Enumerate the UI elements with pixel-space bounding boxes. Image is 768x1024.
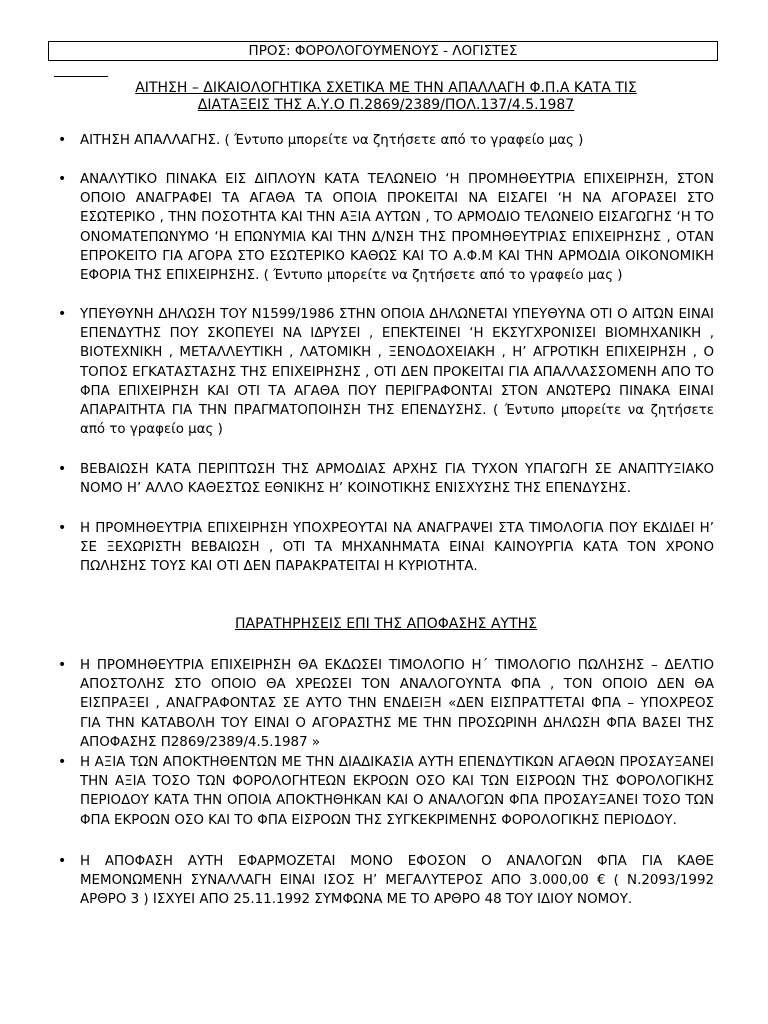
list-item-analytic-table: ΑΝΑΛΥΤΙΚΟ ΠΙΝΑΚΑ ΕΙΣ ΔΙΠΛΟΥΝ ΚΑΤΑ ΤΕΛΩΝΕΙΟ ‘Η ΠΡΟΜΗΘΕΥΤΡΙΑ ΕΠΙΧΕΙΡΗΣΗ, ΣΤΟΝ ΟΠΟΙΟ ΑΝΑΓΡΑΦΕΙ ΤΑ ΑΓΑΘΑ ΤΑ ΟΠΟΙΑ ΠΡΟΚΕΙΤΑΙ ΝΑ ΕΙΣΑΓΕΙ ‘Η ΝΑ ΑΓΟΡΑΣΕΙ ΣΤΟ ΕΣΩΤΕΡΙΚΟ , ΤΗΝ ΠΟΣΟΤΗΤΑ ΚΑΙ ΤΗΝ ΑΞΙΑ ΑΥΤΩΝ , ΤΟ ΑΡΜΟΔΙΟ ΤΕΛΩΝΕΙΟ ΕΙΣΑΓΩΓΗΣ ‘Η ΤΟ ΟΝΟΜΑΤΕΠΩΝΥΜΟ ‘Η ΕΠΩΝΥΜΙΑ ΚΑΙ ΤΗΝ Δ/ΝΣΗ ΤΗΣ ΠΡΟΜΗΘΕΥΤΡΙΑΣ ΕΠΙΧΕΙΡΗΣΗΣ , ΟΤΑΝ ΕΠΡΟΚΕΙΤΟ ΓΙΑ ΑΓΟΡΑ ΣΤΟ ΕΣΩΤΕΡΙΚΟ ΚΑΘΩΣ ΚΑΙ ΤΟ Α.Φ.Μ ΚΑΙ ΤΗΝ ΑΡΜΟΔΙΑ ΟΙΚΟΝΟΜΙΚΗ ΕΦΟΡΙΑ ΤΗΣ ΕΠΙΧΕΙΡΗΣΗΣ. ( Έντυπο μπορείτε να ζητήσετε από το γραφείο μας ) <box>80 172 714 284</box>
note-item-invoice: Η ΠΡΟΜΗΘΕΥΤΡΙΑ ΕΠΙΧΕΙΡΗΣΗ ΘΑ ΕΚΔΩΣΕΙ ΤΙΜΟΛΟΓΙΟ Η΄ ΤΙΜΟΛΟΓΙΟ ΠΩΛΗΣΗΣ – ΔΕΛΤΙΟ ΑΠΟΣΤΟΛΗΣ ΣΤΟ ΟΠΟΙΟ ΘΑ ΧΡΕΩΣΕΙ ΤΟΝ ΑΝΑΛΟΓΟΥΝΤΑ ΦΠΑ , ΤΟΝ ΟΠΟΙΟ ΔΕΝ ΘΑ ΕΙΣΠΡΑΞΕΙ , ΑΝΑΓΡΑΦΟΝΤΑΣ ΣΕ ΑΥΤΟ ΤΗΝ ΕΝΔΕΙΞΗ «ΔΕΝ ΕΙΣΠΡΑΤΤΕΤΑΙ ΦΠΑ – ΥΠΟΧΡΕΟΣ ΓΙΑ ΤΗΝ ΚΑΤΑΒΟΛΗ ΤΟΥ ΕΙΝΑΙ Ο ΑΓΟΡΑΣΤΗΣ ΜΕ ΤΗΝ ΠΡΟΣΩΡΙΝΗ ΔΗΛΩΣΗ ΦΠΑ ΒΑΣΕΙ ΤΗΣ ΑΠΟΦΑΣΗΣ Π2869/2389/4.5.1987 » <box>80 658 714 750</box>
bullet-icon: • <box>58 657 67 673</box>
list-item-solemn-declaration: ΥΠΕΥΘΥΝΗ ΔΗΛΩΣΗ ΤΟΥ Ν1599/1986 ΣΤΗΝ ΟΠΟΙΑ ΔΗΛΩΝΕΤΑΙ ΥΠΕΥΘΥΝΑ ΟΤΙ Ο ΑΙΤΩΝ ΕΙΝΑΙ ΕΠΕΝΔΥΤΗΣ ΠΟΥ ΣΚΟΠΕΥΕΙ ΝΑ ΙΔΡΥΣΕΙ , ΕΠΕΚΤΕΙΝΕΙ ‘Η ΕΚΣΥΓΧΡΟΝΙΣΕΙ ΒΙΟΜΗΧΑΝΙΚΗ , ΒΙΟΤΕΧΝΙΚΗ , ΜΕΤΑΛΛΕΥΤΙΚΗ , ΛΑΤΟΜΙΚΗ , ΞΕΝΟΔΟΧΕΙΑΚΗ , Η’ ΑΓΡΟΤΙΚΗ ΕΠΙΧΕΙΡΗΣΗ , Ο ΤΟΠΟΣ ΕΓΚΑΤΑΣΤΑΣΗΣ ΤΗΣ ΕΠΙΧΕΙΡΗΣΗΣ , ΟΤΙ ΔΕΝ ΠΡΟΚΕΙΤΑΙ ΓΙΑ ΑΠΑΛΛΑΣΣΟΜΕΝΗ ΑΠΟ ΤΟ ΦΠΑ ΕΠΙΧΕΙΡΗΣΗ ΚΑΙ ΟΤΙ ΤΑ ΑΓΑΘΑ ΠΟΥ ΠΕΡΙΓΡΑΦΟΝΤΑΙ ΣΤΟΝ ΑΝΩΤΕΡΩ ΠΙΝΑΚΑ ΕΙΝΑΙ ΑΠΑΡΑΙΤΗΤΑ ΓΙΑ ΤΗΝ ΠΡΑΓΜΑΤΟΠΟΙΗΣΗ ΤΗΣ ΕΠΕΝΔΥΣΗΣ. ( Έντυπο μπορείτε να ζητήσετε από το γραφείο μας ) <box>80 307 714 438</box>
list-item-supplier-obligation: Η ΠΡΟΜΗΘΕΥΤΡΙΑ ΕΠΙΧΕΙΡΗΣΗ ΥΠΟΧΡΕΟΥΤΑΙ ΝΑ ΑΝΑΓΡΑΨΕΙ ΣΤΑ ΤΙΜΟΛΟΓΙΑ ΠΟΥ ΕΚΔΙΔΕΙ Η’ ΣΕ ΞΕΧΩΡΙΣΤΗ ΒΕΒΑΙΩΣΗ , ΟΤΙ ΤΑ ΜΗΧΑΝΗΜΑΤΑ ΕΙΝΑΙ ΚΑΙΝΟΥΡΓΙΑ ΚΑΤΑ ΤΟΝ ΧΡΟΝΟ ΠΩΛΗΣΗΣ ΤΟΥΣ ΚΑΙ ΟΤΙ ΔΕΝ ΠΑΡΑΚΡΑΤΕΙΤΑΙ Η ΚΥΡΙΟΤΗΤΑ. <box>80 521 714 575</box>
bullet-icon: • <box>58 853 67 869</box>
bullet-icon: • <box>58 754 67 770</box>
title-line-1: ΑΙΤΗΣΗ – ΔΙΚΑΙΟΛΟΓΗΤΙΚΑ ΣΧΕΤΙΚΑ ΜΕ ΤΗΝ ΑΠΑΛΛΑΓΗ Φ.Π.Α ΚΑΤΑ ΤΙΣ <box>135 80 637 96</box>
document-title <box>56 80 716 113</box>
note-item-threshold: Η ΑΠΟΦΑΣΗ ΑΥΤΗ ΕΦΑΡΜΟΖΕΤΑΙ ΜΟΝΟ ΕΦΟΣΟΝ Ο ΑΝΑΛΟΓΩΝ ΦΠΑ ΓΙΑ ΚΑΘΕ ΜΕΜΟΝΩΜΕΝΗ ΣΥΝΑΛΛΑΓΗ ΕΙΝΑΙ ΙΣΟΣ Η’ ΜΕΓΑΛΥΤΕΡΟΣ ΑΠΟ 3.000,00 € ( Ν.2093/1992 ΑΡΘΡΟ 3 ) ΙΣΧΥΕΙ ΑΠΟ 25.11.1992 ΣΥΜΦΩΝΑ ΜΕ ΤΟ ΑΡΘΡΟ 48 ΤΟΥ ΙΔΙΟΥ ΝΟΜΟΥ. <box>80 854 714 908</box>
bullet-icon: • <box>58 171 67 187</box>
list-item-application: ΑΙΤΗΣΗ ΑΠΑΛΛΑΓΗΣ. ( Έντυπο μπορείτε να ζητήσετε από το γραφείο μας ) <box>80 133 584 148</box>
title-line-2: ΔΙΑΤΑΞΕΙΣ ΤΗΣ Α.Υ.Ο Π.2869/2389/ΠΟΛ.137/4.5.1987 <box>197 96 575 113</box>
bullet-icon: • <box>58 306 67 322</box>
list-item-certificate: ΒΕΒΑΙΩΣΗ ΚΑΤΑ ΠΕΡΙΠΤΩΣΗ ΤΗΣ ΑΡΜΟΔΙΑΣ ΑΡΧΗΣ ΓΙΑ ΤΥΧΟΝ ΥΠΑΓΩΓΗ ΣΕ ΑΝΑΠΤΥΞΙΑΚΟ ΝΟΜΟ Η’ ΑΛΛΟ ΚΑΘΕΣΤΩΣ ΕΘΝΙΚΗΣ Η’ ΚΟΙΝΟΤΙΚΗΣ ΕΝΙΣΧΥΣΗΣ ΤΗΣ ΕΠΕΝΔΥΣΗΣ. <box>80 462 714 497</box>
section-title: ΠΑΡΑΤΗΡΗΣΕΙΣ ΕΠΙ ΤΗΣ ΑΠΟΦΑΣΗΣ ΑΥΤΗΣ <box>234 616 538 632</box>
recipient-header: ΠΡΟΣ: ΦΟΡΟΛΟΓΟΥΜΕΝΟΥΣ - ΛΟΓΙΣΤΕΣ <box>48 41 718 61</box>
bullet-icon: • <box>58 461 67 477</box>
note-item-value: Η ΑΞΙΑ ΤΩΝ ΑΠΟΚΤΗΘΕΝΤΩΝ ΜΕ ΤΗΝ ΔΙΑΔΙΚΑΣΙΑ ΑΥΤΗ ΕΠΕΝΔΥΤΙΚΩΝ ΑΓΑΘΩΝ ΠΡΟΣΑΥΞΑΝΕΙ ΤΗΝ ΑΞΙΑ ΤΟΣΟ ΤΩΝ ΦΟΡΟΛΟΓΗΤΕΩΝ ΕΚΡΟΩΝ ΟΣΟ ΚΑΙ ΤΩΝ ΕΙΣΡΟΩΝ ΤΗΣ ΦΟΡΟΛΟΓΙΚΗΣ ΠΕΡΙΟΔΟΥ ΚΑΤΑ ΤΗΝ ΟΠΟΙΑ ΑΠΟΚΤΗΘΗΚΑΝ ΚΑΙ Ο ΑΝΑΛΟΓΩΝ ΦΠΑ ΠΡΟΣΑΥΞΑΝΕΙ ΤΟΣΟ ΤΩΝ ΦΠΑ ΕΚΡΟΩΝ ΟΣΟ ΚΑΙ ΤΟ ΦΠΑ ΕΙΣΡΟΩΝ ΤΗΣ ΣΥΓΚΕΚΡΙΜΕΝΗΣ ΦΟΡΟΛΟΓΙΚΗΣ ΠΕΡΙΟΔΟΥ. <box>80 755 714 828</box>
bullet-icon: • <box>58 132 67 148</box>
bullet-icon: • <box>58 520 67 536</box>
title-rule <box>54 76 108 77</box>
